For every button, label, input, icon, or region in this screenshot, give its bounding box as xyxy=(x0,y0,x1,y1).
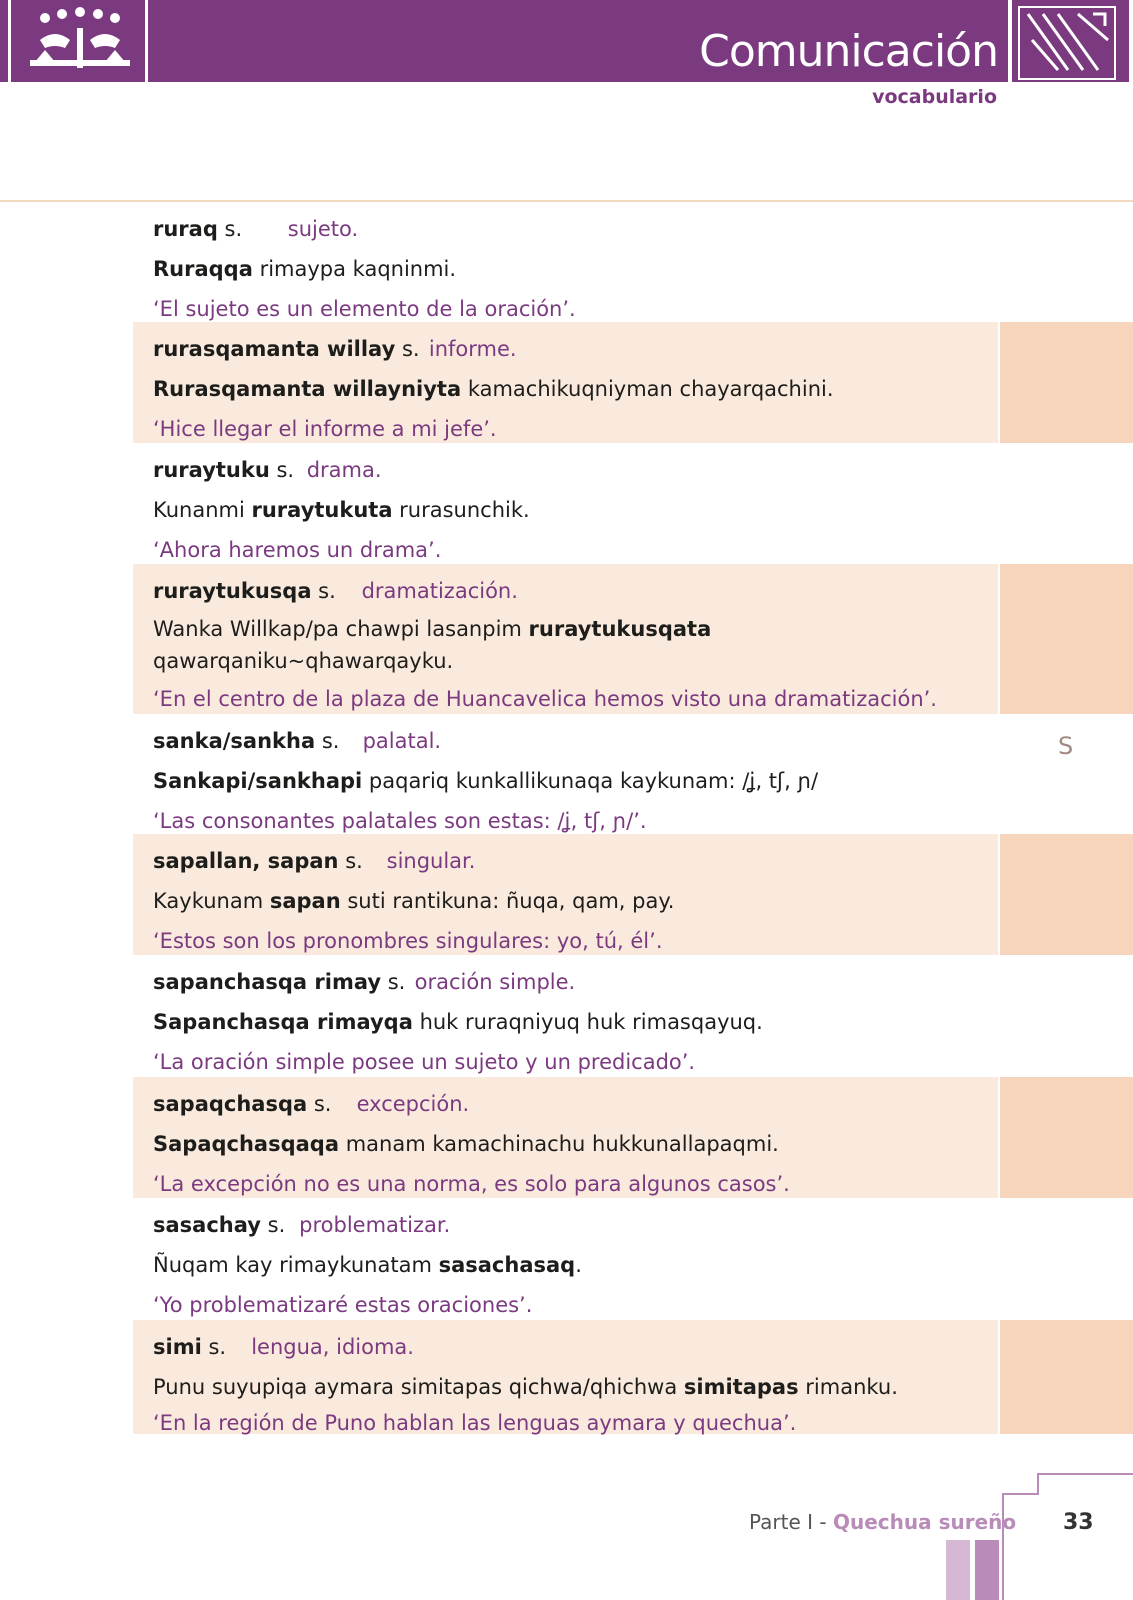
entry-definition: excepción. xyxy=(356,1092,470,1116)
entry-headword: ruraytuku xyxy=(153,458,270,482)
vocabulary-entry xyxy=(133,322,998,443)
footer-part-label xyxy=(749,1510,1016,1534)
entry-example: Ruraqqa rimaypa kaqninmi. xyxy=(153,257,457,281)
vocabulary-entry xyxy=(133,1077,998,1198)
entry-pos: s. xyxy=(315,729,340,753)
side-tab xyxy=(1000,564,1133,714)
vocabulary-entry xyxy=(133,1198,998,1320)
entry-pos: s. xyxy=(201,1335,227,1359)
entry-translation: ‘Yo problematizaré estas oraciones’. xyxy=(153,1293,533,1317)
entry-definition: lengua, idioma. xyxy=(251,1335,414,1359)
entry-example: Sapanchasqa rimayqa huk ruraqniyuq huk rimasqayuq. xyxy=(153,1010,763,1034)
entry-definition: dramatización. xyxy=(361,579,518,603)
entry-example: Punu suyupiqa aymara simitapas qichwa/qhichwa simitapas rimanku. xyxy=(153,1375,898,1399)
entry-example: Wanka Willkap/pa chawpi lasanpim ruraytukusqata xyxy=(153,617,712,641)
footer-part: Parte I - xyxy=(749,1510,833,1534)
section-title: Comunicación xyxy=(699,26,998,77)
entry-headword: sapallan, sapan xyxy=(153,849,339,873)
entry-translation: ‘Hice llegar el informe a mi jefe’. xyxy=(153,417,497,441)
entry-headword: ruraq xyxy=(153,217,218,241)
entry-heading xyxy=(153,336,517,362)
side-tab xyxy=(1000,1320,1133,1434)
vocabulary-entry xyxy=(133,564,998,714)
side-tab xyxy=(1000,1077,1133,1198)
vocabulary-entry xyxy=(133,443,998,564)
entry-definition: informe. xyxy=(428,337,517,361)
entry-heading xyxy=(153,457,382,483)
entry-heading xyxy=(153,1212,450,1238)
entry-translation: ‘La oración simple posee un sujeto y un predicado’. xyxy=(153,1050,696,1074)
entry-example: Rurasqamanta willayniyta kamachikuqniyman chayarqachini. xyxy=(153,377,834,401)
entry-translation: ‘La excepción no es una norma, es solo para algunos casos’. xyxy=(153,1172,790,1196)
entry-heading xyxy=(153,969,575,995)
vocabulary-entry xyxy=(133,714,998,834)
entry-definition: sujeto. xyxy=(287,217,359,241)
entry-example: Ñuqam kay rimaykunatam sasachasaq. xyxy=(153,1253,582,1277)
entry-pos: s. xyxy=(217,217,243,241)
entry-pos: s. xyxy=(381,970,406,994)
entry-translation: ‘Las consonantes palatales son estas: /ʝ, tʃ, ɲ/’. xyxy=(153,809,647,833)
vocabulary-entry xyxy=(133,1320,998,1434)
entry-heading xyxy=(153,1091,469,1117)
footer-bar xyxy=(946,1540,970,1600)
entry-headword: sapaqchasqa xyxy=(153,1092,308,1116)
section-subtitle: vocabulario xyxy=(872,86,997,108)
entry-definition: problematizar. xyxy=(299,1213,451,1237)
entry-heading xyxy=(153,848,475,874)
entry-pos: s. xyxy=(338,849,363,873)
entry-definition: drama. xyxy=(306,458,382,482)
entry-translation: ‘Estos son los pronombres singulares: yo, tú, él’. xyxy=(153,929,663,953)
entry-headword: sasachay xyxy=(153,1213,261,1237)
entry-heading xyxy=(153,1334,414,1360)
entry-pos: s. xyxy=(269,458,295,482)
entry-definition: palatal. xyxy=(362,729,442,753)
entry-pos: s. xyxy=(395,337,420,361)
vocabulary-entry xyxy=(133,834,998,955)
entry-example-continued: qawarqaniku~qhawarqayku. xyxy=(153,649,454,673)
side-tab xyxy=(1000,322,1133,443)
entry-headword: rurasqamanta willay xyxy=(153,337,396,361)
entry-definition: singular. xyxy=(386,849,476,873)
vocabulary-entry xyxy=(133,955,998,1077)
entry-translation: ‘En el centro de la plaza de Huancavelica hemos visto una dramatización’. xyxy=(153,687,937,711)
entry-pos: s. xyxy=(307,1092,332,1116)
stair-decoration xyxy=(993,1470,1133,1600)
entry-headword: sapanchasqa rimay xyxy=(153,970,382,994)
footer-language: Quechua sureño xyxy=(832,1510,1017,1534)
page-header xyxy=(0,0,1133,82)
birds-icon xyxy=(0,0,160,82)
vocabulary-entry xyxy=(133,202,998,322)
geometric-emblem xyxy=(1008,0,1133,82)
entry-pos: s. xyxy=(311,579,336,603)
entry-pos: s. xyxy=(260,1213,286,1237)
geometric-pattern-icon xyxy=(1008,0,1133,82)
entry-headword: simi xyxy=(153,1335,202,1359)
entry-definition: oración simple. xyxy=(414,970,576,994)
entry-example: Kunanmi ruraytukuta rurasunchik. xyxy=(153,498,530,522)
side-tab xyxy=(1000,834,1133,955)
alphabet-index-letter: S xyxy=(1058,732,1074,760)
entry-headword: ruraytukusqa xyxy=(153,579,312,603)
entry-translation: ‘El sujeto es un elemento de la oración’. xyxy=(153,297,576,321)
entry-translation: ‘En la región de Puno hablan las lenguas aymara y quechua’. xyxy=(153,1411,797,1435)
page-number: 33 xyxy=(1063,1510,1094,1535)
entry-heading xyxy=(153,578,518,604)
entry-heading xyxy=(153,728,441,754)
entry-example: Kaykunam sapan suti rantikuna: ñuqa, qam, pay. xyxy=(153,889,675,913)
footer-bar xyxy=(975,1540,999,1600)
birds-emblem xyxy=(0,0,160,82)
entry-example: Sapaqchasqaqa manam kamachinachu hukkunallapaqmi. xyxy=(153,1132,779,1156)
entry-headword: sanka/sankha xyxy=(153,729,316,753)
entry-heading xyxy=(153,216,358,242)
entry-example: Sankapi/sankhapi paqariq kunkallikunaqa kaykunam: /ʝ, tʃ, ɲ/ xyxy=(153,769,819,793)
entry-translation: ‘Ahora haremos un drama’. xyxy=(153,538,442,562)
